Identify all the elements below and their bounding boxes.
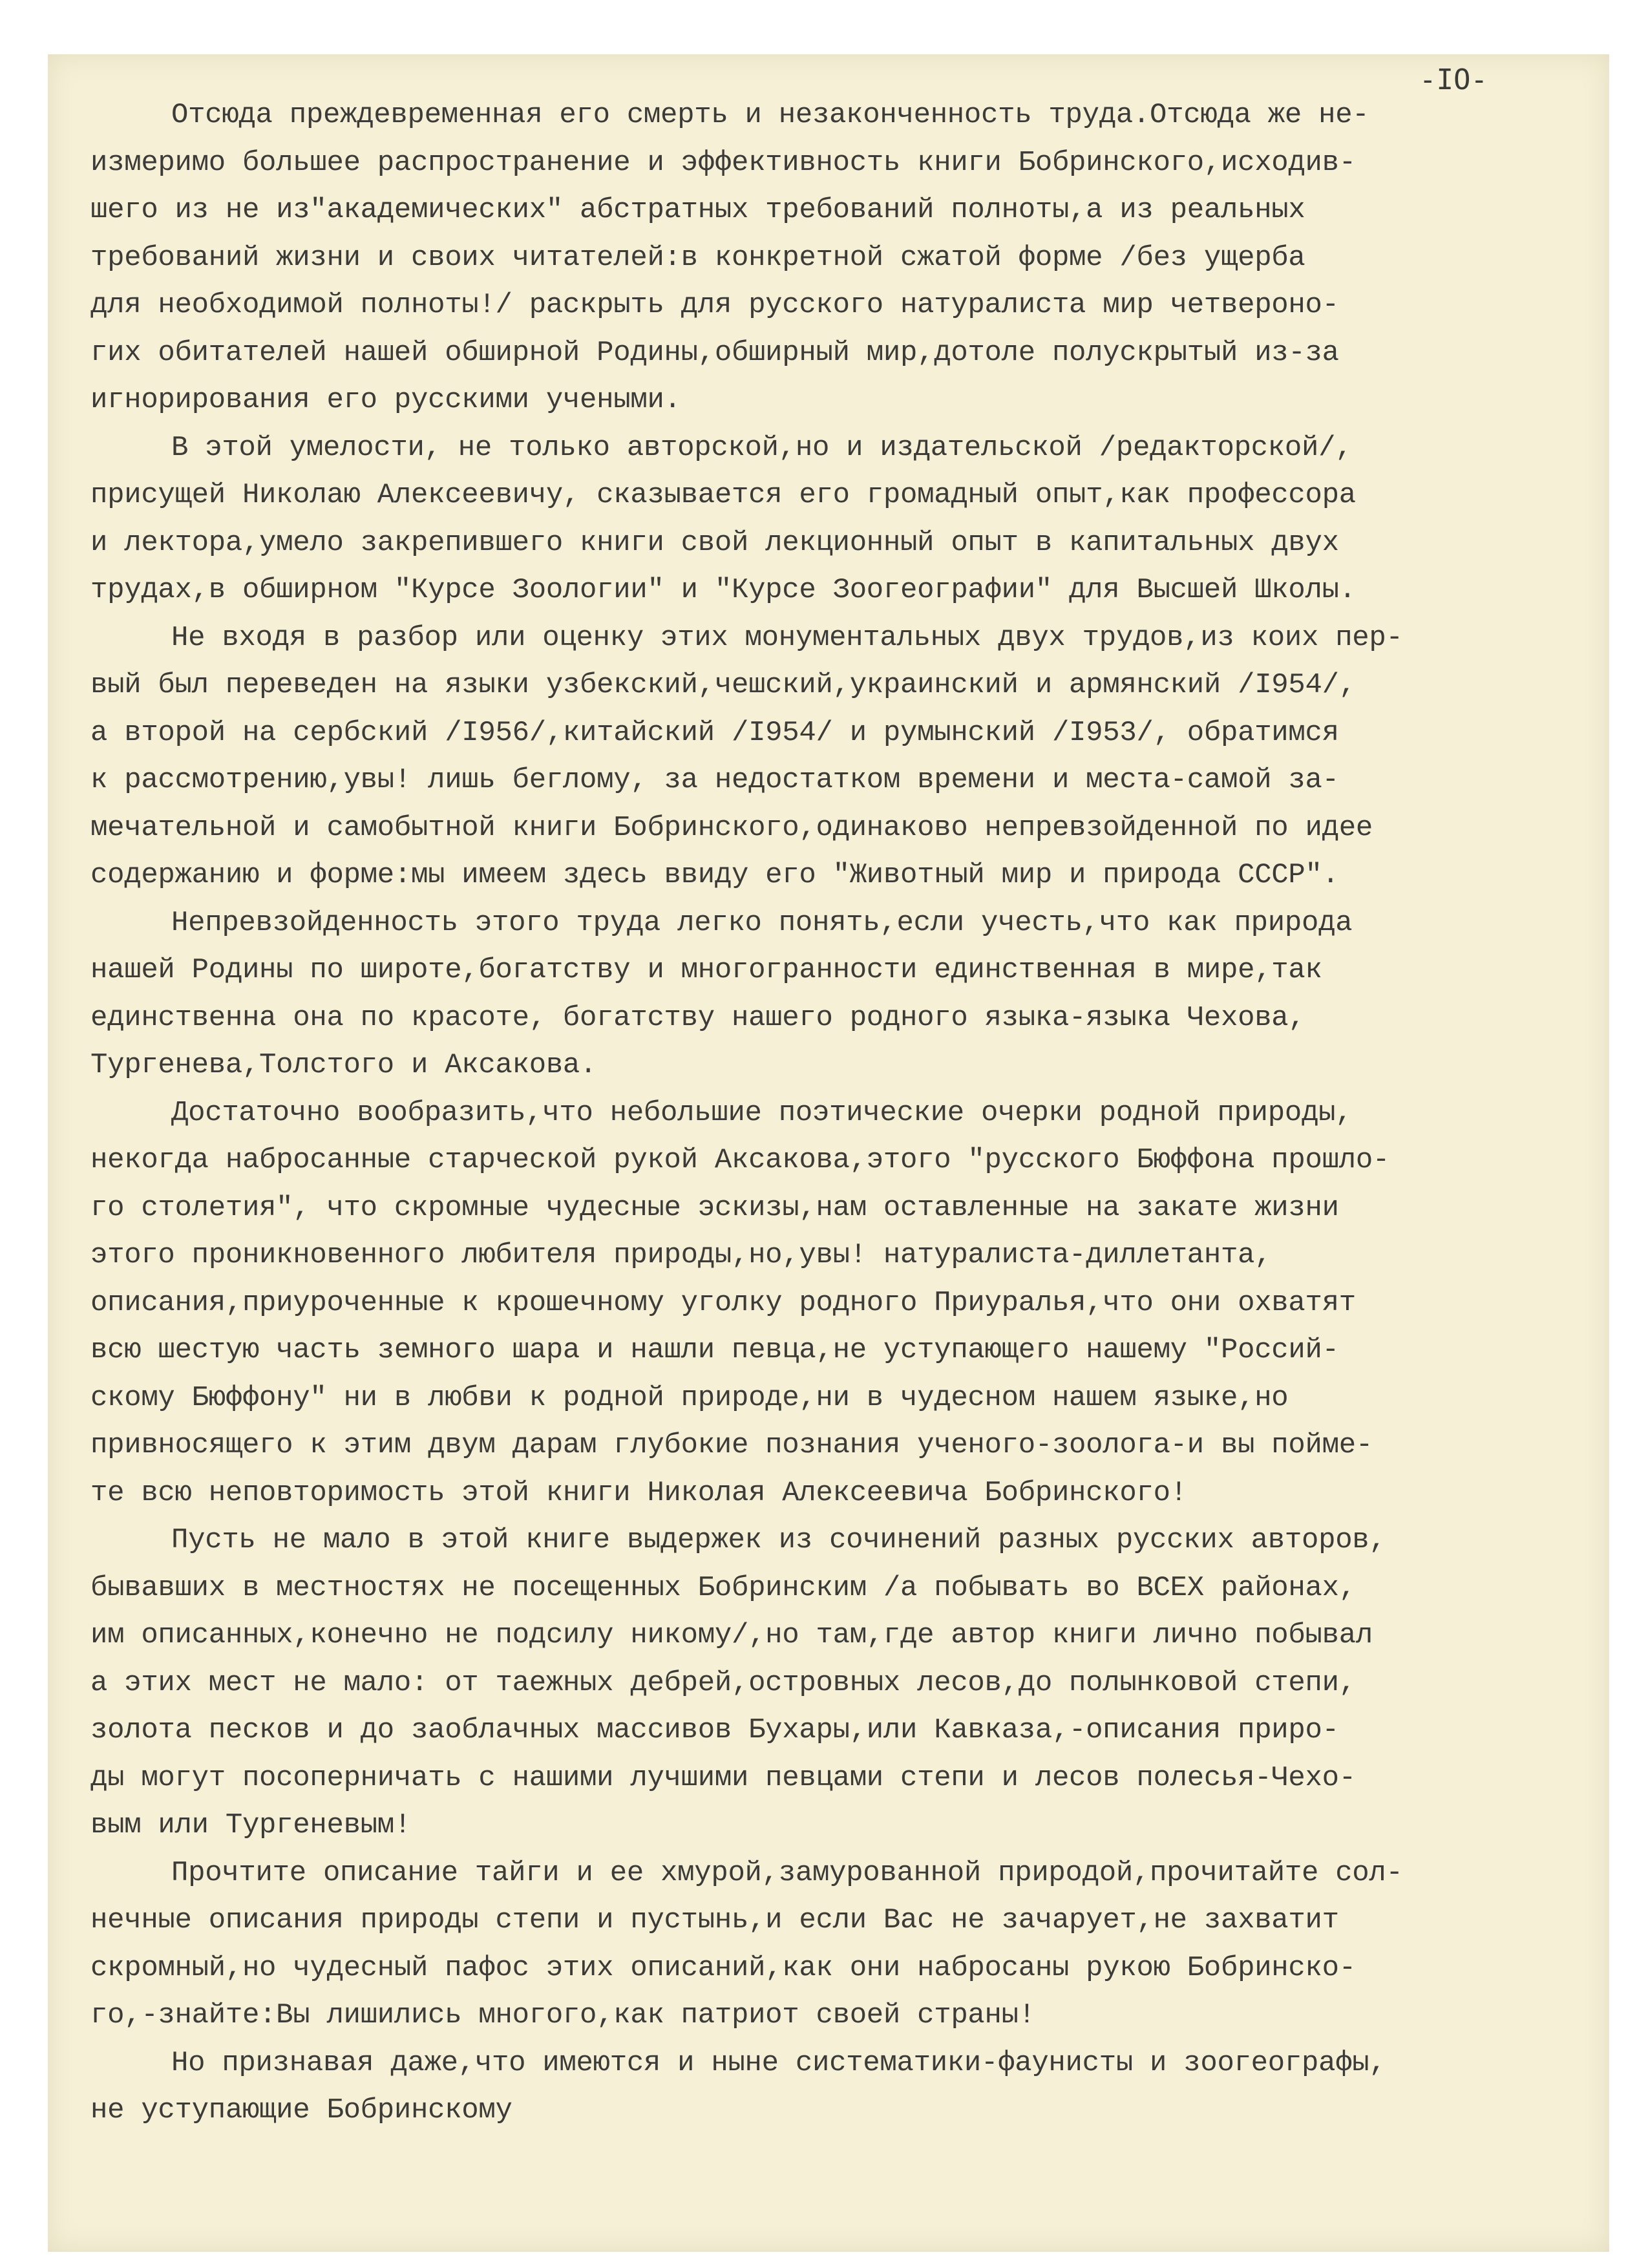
text-line: бывавших в местностях не посещенных Бобринским /а побывать во ВСЕХ районах, (90, 1571, 1356, 1604)
text-line: ды могут посоперничать с нашими лучшими певцами степи и лесов полесья-Чехо- (90, 1761, 1356, 1794)
text-line: единственна она по красоте, богатству нашего родного языка-языка Чехова, (90, 1001, 1305, 1034)
text-line: гих обитателей нашей обширной Родины,обширный мир,дотоле полускрытый из-за (90, 336, 1339, 369)
text-line: го,-знайте:Вы лишились многого,как патриот своей страны! (90, 1999, 1035, 2031)
text-line: В этой умелости, не только авторской,но и издательской /редакторской/, (171, 431, 1353, 464)
text-line: измеримо большее распространение и эффективность книги Бобринского,исходив- (90, 146, 1356, 179)
text-line: Отсюда преждевременная его смерть и незаконченность труда.Отсюда же не- (171, 99, 1369, 131)
text-line: вым или Тургеневым! (90, 1809, 411, 1841)
text-line: мечательной и самобытной книги Бобринского,одинаково непревзойденной по идее (90, 811, 1373, 844)
text-line: скромный,но чудесный пафос этих описаний,как они набросаны рукою Бобринско- (90, 1951, 1356, 1984)
text-line: вый был переведен на языки узбекский,чешский,украинский и армянский /I954/, (90, 669, 1356, 701)
text-line: нашей Родины по широте,богатству и многогранности единственная в мире,так (90, 954, 1322, 986)
text-line: нечные описания природы степи и пустынь,и если Вас не зачарует,не захватит (90, 1904, 1339, 1936)
text-line: требований жизни и своих читателей:в конкретной сжатой форме /без ущерба (90, 241, 1305, 274)
text-line: некогда набросанные старческой рукой Аксакова,этого "русского Бюффона прошло- (90, 1144, 1390, 1176)
text-line: игнорирования его русскими учеными. (90, 384, 681, 416)
text-line: те всю неповторимость этой книги Николая Алексеевича Бобринского! (90, 1476, 1187, 1509)
text-line: а второй на сербский /I956/,китайский /I954/ и румынский /I953/, обратимся (90, 716, 1339, 749)
text-line: Прочтите описание тайги и ее хмурой,замурованной природой,прочитайте сол- (171, 1856, 1403, 1889)
text-line: для необходимой полноты!/ раскрыть для русского натуралиста мир четвероно- (90, 289, 1339, 321)
page-number: -IO- (1419, 63, 1488, 96)
text-line: всю шестую часть земного шара и нашли певца,не уступающего нашему "Россий- (90, 1334, 1339, 1366)
text-line: скому Бюффону" ни в любви к родной природе,ни в чудесном нашем языке,но (90, 1381, 1289, 1414)
text-line: этого проникновенного любителя природы,но,увы! натуралиста-диллетанта, (90, 1239, 1272, 1271)
text-line: Пусть не мало в этой книге выдержек из сочинений разных русских авторов, (171, 1524, 1386, 1556)
text-line: шего из не из"академических" абстратных требований полноты,а из реальных (90, 194, 1305, 226)
text-line: а этих мест не мало: от таежных дебрей,островных лесов,до полынковой степи, (90, 1666, 1356, 1699)
text-line: Тургенева,Толстого и Аксакова. (90, 1049, 597, 1081)
typewritten-text (90, 92, 1603, 2135)
text-line: золота песков и до заоблачных массивов Бухары,или Кавказа,-описания приро- (90, 1714, 1339, 1746)
text-line: содержанию и форме:мы имеем здесь ввиду его "Животный мир и природа СССР". (90, 859, 1339, 891)
text-line: описания,приуроченные к крошечному уголку родного Приуралья,что они охватят (90, 1286, 1356, 1319)
text-line: не уступающие Бобринскому (90, 2094, 512, 2126)
text-line: Но признавая даже,что имеются и ныне систематики-фаунисты и зоогеографы, (171, 2046, 1386, 2079)
text-line: присущей Николаю Алексеевичу, сказывается его громадный опыт,как профессора (90, 479, 1356, 511)
text-line: Достаточно вообразить,что небольшие поэтические очерки родной природы, (171, 1096, 1353, 1129)
text-line: Не входя в разбор или оценку этих монументальных двух трудов,из коих пер- (171, 621, 1403, 654)
text-line: и лектора,умело закрепившего книги свой лекционный опыт в капитальных двух (90, 526, 1339, 559)
text-line: Непревзойденность этого труда легко понять,если учесть,что как природа (171, 906, 1353, 939)
text-line: го столетия", что скромные чудесные эскизы,нам оставленные на закате жизни (90, 1191, 1339, 1224)
text-line: им описанных,конечно не подсилу никому/,но там,где автор книги лично побывал (90, 1619, 1373, 1651)
text-line: привносящего к этим двум дарам глубокие познания ученого-зоолога-и вы пойме- (90, 1429, 1373, 1461)
text-line: к рассмотрению,увы! лишь беглому, за недостатком времени и места-самой за- (90, 764, 1339, 796)
text-line: трудах,в обширном "Курсе Зоологии" и "Курсе Зоогеографии" для Высшей Школы. (90, 574, 1356, 606)
